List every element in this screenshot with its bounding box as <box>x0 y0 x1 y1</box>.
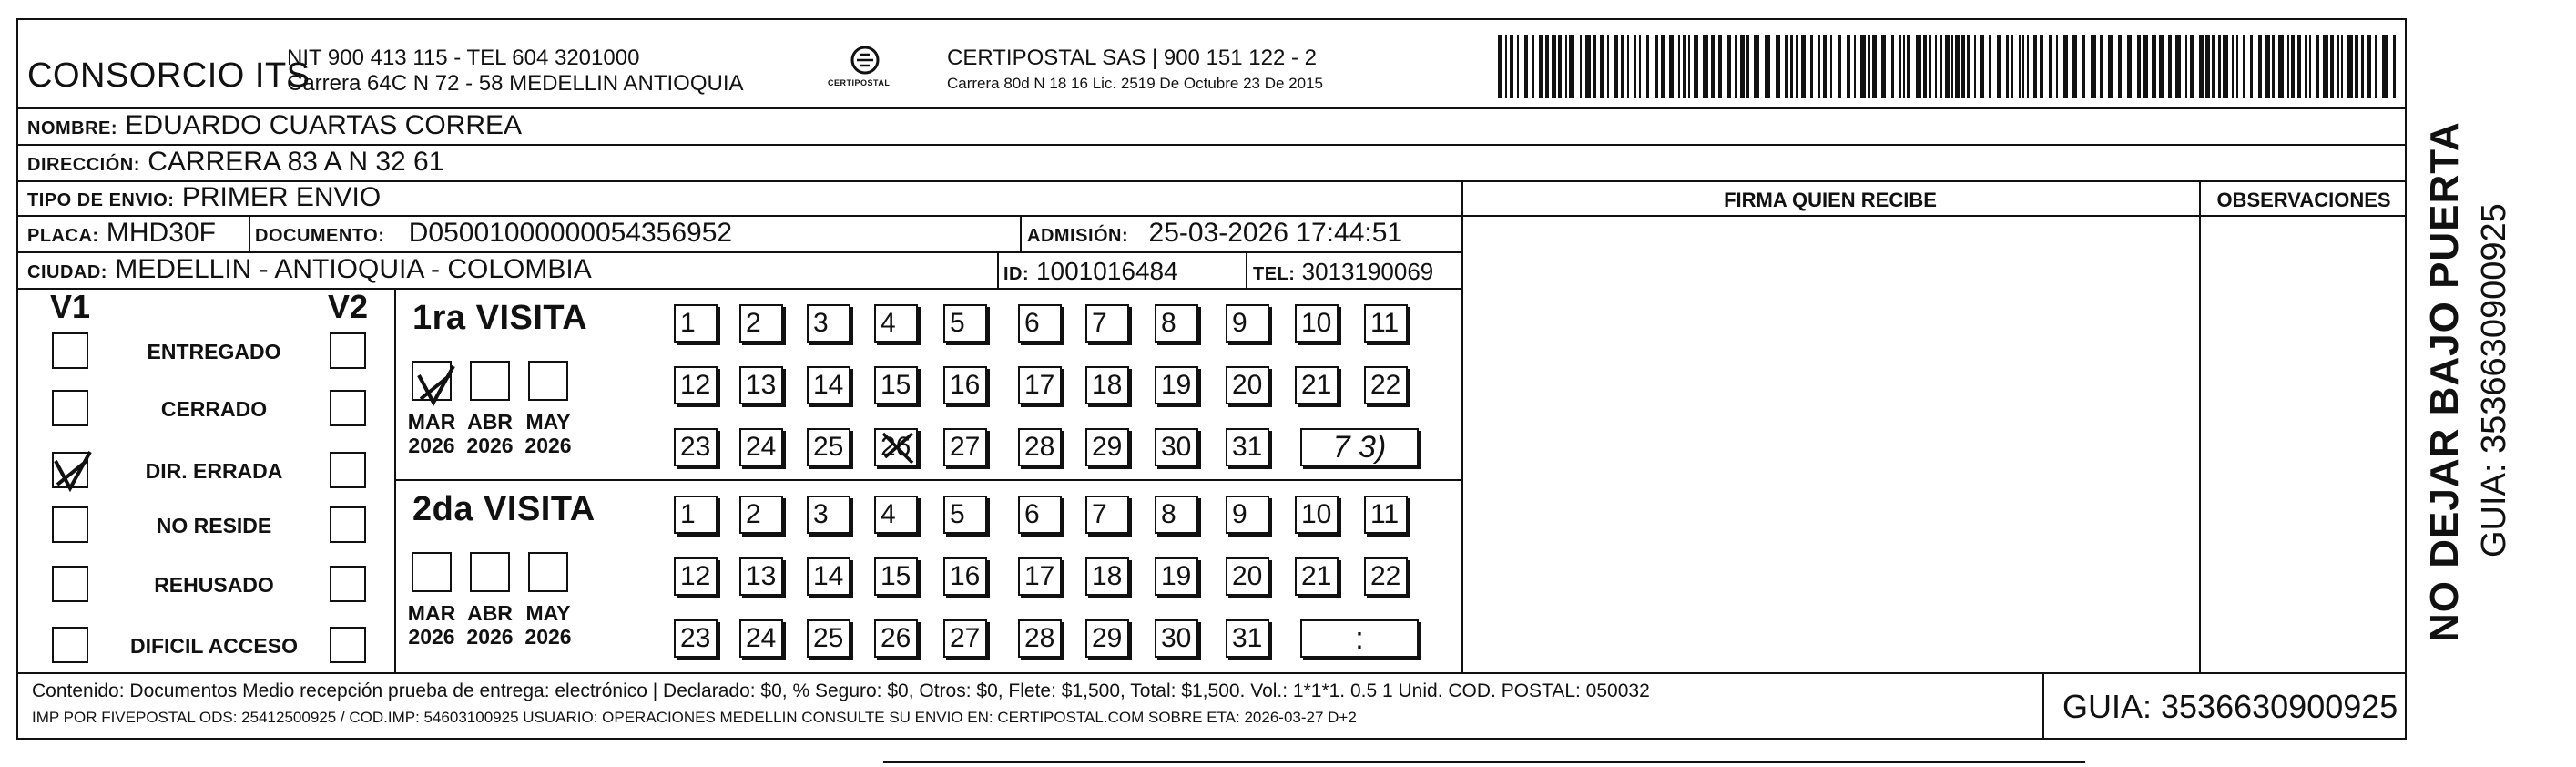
day-box[interactable]: 21 <box>1295 557 1339 596</box>
barcode-bar <box>1683 35 1686 98</box>
day-box[interactable]: 31 <box>1226 619 1269 658</box>
month-checkbox[interactable] <box>528 361 568 401</box>
barcode-bar <box>2291 35 2295 98</box>
barcode-bar <box>1974 35 1976 98</box>
day-box[interactable]: 6 <box>1018 304 1062 343</box>
v1-checkbox[interactable] <box>52 506 88 543</box>
barcode-bar <box>1607 35 1609 98</box>
barcode-bar <box>2022 35 2024 98</box>
barcode <box>1498 35 2404 98</box>
barcode-bar <box>1688 35 1690 98</box>
barcode-bar <box>2152 35 2156 98</box>
barcode-bar <box>1916 35 1921 98</box>
month-name: MAY <box>525 410 571 434</box>
barcode-bar <box>2205 35 2210 98</box>
barcode-bar <box>2027 35 2029 98</box>
barcode-bar <box>2393 35 2396 98</box>
barcode-bar <box>2316 35 2319 98</box>
v2-checkbox[interactable] <box>330 566 366 602</box>
barcode-bar <box>2272 35 2275 98</box>
barcode-bar <box>1923 35 1927 98</box>
carrier-name: CERTIPOSTAL SAS | 900 151 122 - 2 <box>947 46 1317 70</box>
month-checkbox[interactable] <box>412 361 452 401</box>
barcode-bar <box>2341 35 2343 98</box>
barcode-bar <box>1669 35 1674 98</box>
barcode-bar <box>2243 35 2245 98</box>
cell-divider <box>249 215 250 251</box>
nombre-row <box>27 110 522 144</box>
v2-header: V2 <box>328 288 369 325</box>
day-box[interactable]: 28 <box>1018 619 1062 658</box>
documento-value: D05001000000054356952 <box>408 218 733 248</box>
day-box[interactable]: 28 <box>1018 428 1062 466</box>
barcode-bar <box>2330 35 2334 98</box>
barcode-bar <box>1727 35 1731 98</box>
barcode-bar <box>1711 35 1715 98</box>
day-box[interactable]: 14 <box>807 366 850 404</box>
status-option-label: ENTREGADO <box>147 340 281 363</box>
barcode-bar <box>2168 35 2172 98</box>
documento-row <box>255 218 732 251</box>
v2-checkbox[interactable] <box>330 332 366 369</box>
time-field[interactable]: : <box>1300 619 1419 658</box>
status-option-label: NO RESIDE <box>156 514 272 537</box>
barcode-bar <box>1614 35 1618 98</box>
v1-header: V1 <box>50 288 91 325</box>
barcode-bar <box>2190 35 2194 98</box>
month-year: 2026 <box>466 434 514 457</box>
barcode-bar <box>2118 35 2122 98</box>
day-box[interactable]: 21 <box>1295 366 1339 404</box>
day-box[interactable]: 4 <box>874 304 918 343</box>
barcode-bar <box>1989 35 1991 98</box>
barcode-bar <box>1838 35 1841 98</box>
barcode-bar <box>1961 35 1965 98</box>
barcode-bar <box>1796 35 1798 98</box>
barcode-bar <box>1776 35 1780 98</box>
placa-value: MHD30F <box>106 218 216 248</box>
day-box[interactable]: 27 <box>943 619 987 658</box>
ciudad-label: CIUDAD: <box>27 262 107 282</box>
day-box[interactable]: 12 <box>674 366 718 404</box>
barcode-bar <box>2127 35 2132 98</box>
barcode-bar <box>1539 35 1543 98</box>
barcode-bar <box>1818 35 1820 98</box>
day-box[interactable]: 16 <box>943 366 987 404</box>
barcode-bar <box>1510 35 1513 98</box>
day-number: 26 <box>881 432 911 462</box>
visit-title: 1ra VISITA <box>412 299 588 337</box>
status-option-label: REHUSADO <box>154 573 274 597</box>
month-label <box>516 601 580 649</box>
day-box[interactable]: 9 <box>1226 496 1269 534</box>
barcode-bar <box>2236 35 2238 98</box>
day-box[interactable]: 23 <box>674 428 718 466</box>
barcode-bar <box>2143 35 2148 98</box>
tel-value: 3013190069 <box>1301 258 1434 285</box>
barcode-bar <box>1830 35 1832 98</box>
barcode-bar <box>1661 35 1665 98</box>
barcode-bar <box>2278 35 2284 98</box>
barcode-bar <box>1655 35 1658 98</box>
barcode-bar <box>1746 35 1749 98</box>
day-box[interactable]: 13 <box>739 557 783 596</box>
v2-checkbox[interactable] <box>330 506 366 543</box>
admision-row <box>1027 218 1402 251</box>
day-box[interactable]: 7 <box>1085 304 1129 343</box>
barcode-bar <box>1955 35 1960 98</box>
day-box[interactable]: 17 <box>1018 366 1062 404</box>
barcode-bar <box>2159 35 2164 98</box>
barcode-bar <box>1569 35 1574 98</box>
day-box[interactable]: 5 <box>943 496 987 534</box>
barcode-bar <box>1810 35 1813 98</box>
barcode-bar <box>1951 35 1953 98</box>
barcode-bar <box>2287 35 2289 98</box>
barcode-bar <box>1891 35 1894 98</box>
barcode-bar <box>1627 35 1629 98</box>
side-guia: GUIA: 3536630900925 <box>2475 203 2513 557</box>
barcode-bar <box>1997 35 2001 98</box>
barcode-bar <box>2072 35 2077 98</box>
day-box[interactable]: 20 <box>1226 557 1269 596</box>
barcode-bar <box>1524 35 1528 98</box>
direccion-value: CARRERA 83 A N 32 61 <box>148 147 444 177</box>
status-option-label: DIFICIL ACCESO <box>129 634 298 658</box>
status-option-label: CERRADO <box>160 397 268 421</box>
barcode-bar <box>1860 35 1866 98</box>
footer-guia: GUIA: 3536630900925 <box>2062 688 2398 725</box>
day-box[interactable]: 25 <box>807 428 850 466</box>
month-name: MAR <box>407 410 456 434</box>
day-box[interactable]: 22 <box>1364 557 1408 596</box>
cell-divider <box>997 251 999 288</box>
day-box[interactable]: 5 <box>943 304 987 343</box>
day-box[interactable]: 15 <box>874 366 918 404</box>
firma-header: FIRMA QUIEN RECIBE <box>1724 189 1937 211</box>
barcode-bar <box>1935 35 1937 98</box>
barcode-bar <box>2006 35 2009 98</box>
cell-divider <box>1020 215 1022 251</box>
barcode-bar <box>2337 35 2339 98</box>
barcode-bar <box>2212 35 2215 98</box>
day-box[interactable]: 20 <box>1226 366 1269 404</box>
day-box[interactable]: 2 <box>739 304 783 343</box>
day-box[interactable]: 1 <box>674 304 718 343</box>
barcode-bar <box>1945 35 1950 98</box>
barcode-bar <box>1740 35 1745 98</box>
barcode-bar <box>1718 35 1722 98</box>
day-box[interactable]: 15 <box>874 557 918 596</box>
barcode-bar <box>1903 35 1905 98</box>
barcode-bar <box>1754 35 1759 98</box>
month-label <box>400 601 463 649</box>
barcode-bar <box>1929 35 1931 98</box>
barcode-bar <box>1600 35 1604 98</box>
day-box[interactable]: 18 <box>1085 366 1129 404</box>
day-box[interactable]: 16 <box>943 557 987 596</box>
day-box[interactable]: 17 <box>1018 557 1062 596</box>
barcode-bar <box>1899 35 1901 98</box>
barcode-bar <box>2033 35 2037 98</box>
ciudad-value: MEDELLIN - ANTIOQUIA - COLOMBIA <box>115 254 592 284</box>
day-box[interactable]: 30 <box>1155 428 1198 466</box>
tipo-value: PRIMER ENVIO <box>181 182 382 212</box>
barcode-bar <box>1872 35 1877 98</box>
day-box[interactable]: 3 <box>807 496 850 534</box>
barcode-bar <box>1735 35 1737 98</box>
direccion-label: DIRECCIÓN: <box>27 155 140 175</box>
day-box[interactable]: 22 <box>1364 366 1408 404</box>
month-label <box>458 410 522 457</box>
month-name: MAY <box>525 601 571 625</box>
check-mark-icon <box>50 448 96 496</box>
documento-label: DOCUMENTO: <box>255 226 385 246</box>
barcode-bar <box>1785 35 1788 98</box>
barcode-bar <box>1790 35 1793 98</box>
nombre-label: NOMBRE: <box>27 118 118 138</box>
barcode-bar <box>2382 35 2388 98</box>
barcode-bar <box>1558 35 1562 98</box>
day-box[interactable]: 25 <box>807 619 850 658</box>
barcode-bar <box>1823 35 1827 98</box>
barcode-bar <box>1940 35 1942 98</box>
barcode-bar <box>1585 35 1591 98</box>
barcode-bar <box>1639 35 1641 98</box>
barcode-bar <box>2250 35 2253 98</box>
company-address: Carrera 64C N 72 - 58 MEDELLIN ANTIOQUIA <box>287 71 744 96</box>
barcode-bar <box>1634 35 1636 98</box>
time-field[interactable]: 7 3) <box>1300 428 1419 466</box>
day-box[interactable]: 19 <box>1155 557 1198 596</box>
status-option-label: DIR. ERRADA <box>145 459 283 483</box>
day-box[interactable]: 6 <box>1018 496 1062 534</box>
v1-checkbox[interactable] <box>52 566 88 602</box>
day-box[interactable]: 10 <box>1295 304 1339 343</box>
observaciones-header: OBSERVACIONES <box>2216 189 2391 211</box>
barcode-bar <box>1847 35 1850 98</box>
footer-print-info: IMP POR FIVEPOSTAL ODS: 25412500925 / COD.IMP: 54603100925 USUARIO: OPERACIONES MEDELLIN CONSULTE SU ENVIO EN: CERTIPOSTAL.COM SOBRE ETA: 2026-03-27 D+2 <box>32 709 1357 726</box>
barcode-bar <box>1765 35 1770 98</box>
day-box[interactable]: 11 <box>1364 496 1408 534</box>
barcode-bar <box>2137 35 2141 98</box>
bottom-rule <box>883 761 2085 763</box>
month-label <box>516 410 580 457</box>
barcode-bar <box>2297 35 2301 98</box>
visit-divider <box>394 479 1463 481</box>
day-box[interactable]: 11 <box>1364 304 1408 343</box>
logo-text: CERTIPOSTAL <box>828 78 891 87</box>
side-warning: NO DEJAR BAJO PUERTA <box>2422 121 2467 642</box>
barcode-bar <box>2223 35 2228 98</box>
barcode-bar <box>2175 35 2181 98</box>
barcode-bar <box>1517 35 1519 98</box>
day-box[interactable]: 9 <box>1226 304 1269 343</box>
v1-checkbox[interactable] <box>52 452 88 488</box>
barcode-bar <box>2011 35 2013 98</box>
id-row <box>1003 256 1178 290</box>
barcode-bar <box>2258 35 2262 98</box>
barcode-bar <box>2323 35 2328 98</box>
barcode-bar <box>1580 35 1582 98</box>
barcode-bar <box>1532 35 1534 98</box>
month-checkbox[interactable] <box>412 552 452 592</box>
barcode-bar <box>1967 35 1970 98</box>
nombre-value: EDUARDO CUARTAS CORREA <box>125 110 523 140</box>
barcode-bar <box>2309 35 2311 98</box>
day-box[interactable]: 12 <box>674 557 718 596</box>
barcode-bar <box>2355 35 2358 98</box>
day-box[interactable]: 31 <box>1226 428 1269 466</box>
barcode-bar <box>1498 35 1502 98</box>
barcode-bar <box>2091 35 2096 98</box>
day-box[interactable]: 24 <box>739 619 783 658</box>
header-divider <box>16 107 2407 109</box>
barcode-bar <box>1907 35 1910 98</box>
barcode-bar <box>2049 35 2052 98</box>
day-box[interactable]: 13 <box>739 366 783 404</box>
footer-content: Contenido: Documentos Medio recepción prueba de entrega: electrónico | Declarado: $0, % Seguro: $0, Otros: $0, Flete: $1,500, Total: $1,500. Vol.: 1*1*1. 0.5 1 Unid. COD. POSTAL: 050032 <box>32 680 1650 701</box>
barcode-bar <box>2040 35 2043 98</box>
day-box[interactable]: 8 <box>1155 304 1198 343</box>
barcode-bar <box>2361 35 2364 98</box>
v2-checkbox[interactable] <box>330 390 366 426</box>
barcode-bar <box>1980 35 1984 98</box>
barcode-bar <box>2019 35 2021 98</box>
barcode-bar <box>1678 35 1680 98</box>
month-name: ABR <box>467 601 513 625</box>
day-box[interactable]: 7 <box>1085 496 1129 534</box>
barcode-bar <box>1565 35 1567 98</box>
month-name: MAR <box>407 601 456 625</box>
v1-checkbox[interactable] <box>52 390 88 426</box>
barcode-bar <box>2108 35 2113 98</box>
day-box[interactable] <box>874 428 918 466</box>
barcode-bar <box>1801 35 1806 98</box>
barcode-bar <box>2100 35 2103 98</box>
check-mark-icon <box>413 363 459 410</box>
carrier-address: Carrera 80d N 18 16 Lic. 2519 De Octubre 23 De 2015 <box>947 75 1323 92</box>
barcode-bar <box>1621 35 1624 98</box>
barcode-bar <box>2265 35 2270 98</box>
day-box[interactable]: 29 <box>1085 428 1129 466</box>
barcode-bar <box>2056 35 2058 98</box>
day-box[interactable]: 14 <box>807 557 850 596</box>
day-box[interactable]: 2 <box>739 496 783 534</box>
barcode-bar <box>1881 35 1886 98</box>
admision-value: 25-03-2026 17:44:51 <box>1148 218 1403 248</box>
month-year: 2026 <box>408 625 455 649</box>
month-checkbox[interactable] <box>470 361 510 401</box>
cell-divider <box>1246 251 1247 288</box>
day-box[interactable]: 10 <box>1295 496 1339 534</box>
v2-checkbox[interactable] <box>330 627 366 663</box>
direccion-row <box>27 147 443 180</box>
barcode-bar <box>2082 35 2085 98</box>
barcode-bar <box>2218 35 2221 98</box>
barcode-bar <box>1646 35 1649 98</box>
month-name: ABR <box>467 410 513 434</box>
barcode-bar <box>1694 35 1698 98</box>
barcode-bar <box>2347 35 2353 98</box>
barcode-bar <box>1593 35 1596 98</box>
day-box[interactable]: 19 <box>1155 366 1198 404</box>
month-label <box>400 410 463 457</box>
day-box[interactable]: 26 <box>874 619 918 658</box>
day-box[interactable]: 3 <box>807 304 850 343</box>
admision-label: ADMISIÓN: <box>1027 226 1129 246</box>
tipo-label: TIPO DE ENVIO: <box>27 190 175 210</box>
v2-checkbox[interactable] <box>330 452 366 488</box>
id-label: ID: <box>1003 264 1030 284</box>
placa-label: PLACA: <box>27 226 99 246</box>
barcode-bar <box>1545 35 1549 98</box>
day-box[interactable]: 8 <box>1155 496 1198 534</box>
row-divider <box>16 144 2407 146</box>
observaciones-left-border <box>2199 180 2201 672</box>
day-box[interactable]: 30 <box>1155 619 1198 658</box>
barcode-bar <box>1552 35 1556 98</box>
placa-row <box>27 218 216 251</box>
barcode-bar <box>1703 35 1708 98</box>
ciudad-row <box>27 254 592 288</box>
month-year: 2026 <box>466 625 514 649</box>
barcode-bar <box>2305 35 2307 98</box>
v1-checkbox[interactable] <box>52 332 88 369</box>
tel-row <box>1253 256 1433 290</box>
barcode-bar <box>2199 35 2204 98</box>
logo-icon <box>824 40 906 97</box>
barcode-bar <box>1505 35 1507 98</box>
row-divider <box>16 215 2407 217</box>
barcode-bar <box>2063 35 2068 98</box>
id-value: 1001016484 <box>1035 257 1178 285</box>
day-box[interactable]: 18 <box>1085 557 1129 596</box>
barcode-bar <box>1868 35 1870 98</box>
footer-divider <box>16 672 2407 674</box>
month-year: 2026 <box>524 625 572 649</box>
day-box[interactable]: 23 <box>674 619 718 658</box>
month-checkbox[interactable] <box>528 552 568 592</box>
footer-guia-border <box>2042 672 2044 740</box>
barcode-bar <box>1854 35 1856 98</box>
day-box[interactable]: 4 <box>874 496 918 534</box>
visit-title: 2da VISITA <box>412 490 596 528</box>
cross-mark-icon <box>878 430 918 466</box>
month-label <box>458 601 522 649</box>
tipo-row <box>27 182 381 216</box>
company-name: CONSORCIO ITS <box>27 56 311 95</box>
company-nit: NIT 900 413 115 - TEL 604 3201000 <box>287 46 640 70</box>
tel-label: TEL: <box>1253 264 1296 284</box>
firma-left-border <box>1461 180 1463 672</box>
month-year: 2026 <box>408 434 455 457</box>
month-checkbox[interactable] <box>470 552 510 592</box>
month-year: 2026 <box>524 434 572 457</box>
barcode-bar <box>2375 35 2377 98</box>
row-divider <box>16 288 1463 290</box>
v1-checkbox[interactable] <box>52 627 88 663</box>
day-box[interactable]: 1 <box>674 496 718 534</box>
barcode-bar <box>2232 35 2234 98</box>
day-box[interactable]: 29 <box>1085 619 1129 658</box>
day-box[interactable]: 27 <box>943 428 987 466</box>
day-box[interactable]: 24 <box>739 428 783 466</box>
certipostal-logo <box>824 40 906 97</box>
barcode-bar <box>2367 35 2371 98</box>
barcode-bar <box>2185 35 2187 98</box>
